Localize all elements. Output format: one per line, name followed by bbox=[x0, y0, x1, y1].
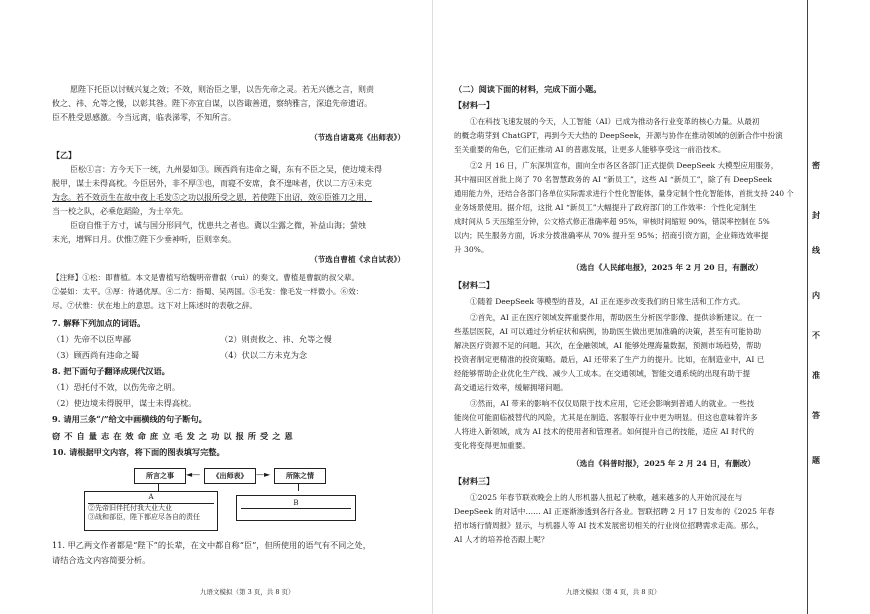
material-2-line: 能岗位可能面临被替代的风险，尤其是在制造、客服等行业中更为明显。但这也意味着许多 bbox=[454, 413, 758, 422]
annotation-line: 尽。⑦伏惟：伏在地上的意思。这下对上陈述时的表敬之辞。 bbox=[52, 301, 258, 310]
seal-char: 密 bbox=[812, 160, 820, 170]
passage-jia-line: 愿陛下托臣以讨贼兴复之效；不效，则治臣之罪，以告先帝之灵。若无兴德之言，则责 bbox=[70, 85, 374, 94]
question-7-item: （3）顾西尚有违命之蜀 bbox=[52, 350, 140, 360]
diagram-row: ②先帝旧伴托付我大业大业 bbox=[88, 504, 172, 512]
material-3-label: 【材料三】 bbox=[454, 476, 494, 486]
material-1-label: 【材料一】 bbox=[454, 100, 494, 110]
material-2-line: 变化将变得更加重要。 bbox=[454, 441, 530, 450]
passage-jia-source: （节选自诸葛亮《出师表》） bbox=[310, 133, 405, 142]
part-two-heading: （二）阅读下面的材料，完成下面小题。 bbox=[454, 84, 602, 94]
page-footer-left: 九语文模拟（第 3 页，共 8 页） bbox=[200, 588, 295, 596]
material-1-line: 通用能力外，还结合各部门各单位实际需求进行个性化智能体，量身定制个性化智能体，首批支持 240 个 bbox=[454, 189, 794, 198]
material-1-line: 的概念萌芽到 ChatGPT，再到今天大热的 DeepSeek，开源与协作在推动领域的创新合作中扮演 bbox=[454, 131, 783, 140]
material-2-line: 人将进入新领域，成为 AI 技术的使用者和管理者。如何提升自己的技能，适应 AI 时代的 bbox=[454, 427, 754, 436]
material-1-line: 业务场景使用。据介绍，这批 AI “新员工”大幅提升了政府部门的工作效率：个性化定制生 bbox=[454, 203, 757, 212]
diagram-left-title: 所言之事 bbox=[134, 468, 186, 484]
material-1-line: 升 30%。 bbox=[454, 245, 489, 254]
seal-char: 题 bbox=[812, 455, 820, 465]
material-1-source: （选自《人民邮电报》，2025 年 2 月 20 日，有删改） bbox=[572, 263, 763, 272]
passage-yi-line: 脱甲，谋士未得高枕。今臣居外，非不厚③也，而寝不安席，食不遑味者，伏以二方④未克 bbox=[52, 179, 372, 188]
material-2-line: ③然而，AI 带来的影响不仅仅局限于技术应用，它还会影响到普通人的就业。一些技 bbox=[470, 399, 755, 408]
seal-char: 准 bbox=[812, 370, 820, 380]
diagram-row: ③战和部臣，陛下都应尽各自的责任 bbox=[88, 513, 200, 521]
material-2-line: 高交通运行效率，缓解拥堵问题。 bbox=[454, 383, 568, 392]
question-11-line: 请结合选文内容简要分析。 bbox=[52, 555, 151, 565]
material-1-line: 以内；民生服务方面，诉求分拨准确率从 70% 提升至 95%；招商引资方面，企业筛选效率提 bbox=[454, 231, 769, 240]
diagram-left-box bbox=[84, 491, 218, 531]
arrow-left-icon: ◄— bbox=[186, 470, 201, 479]
passage-jia-line: 臣不胜受恩感激。今当远离，临表涕零，不知所言。 bbox=[52, 113, 236, 122]
question-7-item: （2）则责攸之、祎、允等之慢 bbox=[220, 334, 332, 344]
question-8-item: （2）使边境未得脱甲，谋士未得高枕。 bbox=[52, 398, 197, 408]
diagram-middle-title: 《出师表》 bbox=[204, 468, 256, 484]
material-1-line: 至关重要的角色，它们正推动 AI 的普惠发展，让更多人能够享受这一前沿技术。 bbox=[454, 145, 726, 154]
question-11-line: 11. 甲乙两文作者都是“陛下”的长辈，在文中都自称“臣”，但所使用的语气有不同之处， bbox=[52, 540, 371, 550]
material-1-line: ①在科技飞速发展的今天，人工智能（AI）已成为推动各行业变革的核心力量。从最初 bbox=[470, 117, 760, 126]
material-1-line: 其中福田区首批上岗了 70 名智慧政务的 AI “新员工”，这些 AI “新员工”，除了有 DeepSeek bbox=[454, 175, 772, 184]
question-8: 8. 把下面句子翻译成现代汉语。 bbox=[52, 366, 170, 376]
annotation-line: 【注释】①松：即曹植。本文是曹植写给魏明帝曹叡（ruì）的奏文。曹植是曹叡的叔父辈。 bbox=[52, 273, 360, 282]
passage-yi-source: （节选自曹植《求自试表》） bbox=[310, 255, 405, 264]
material-2-label: 【材料二】 bbox=[454, 280, 494, 290]
question-7-item: （1）先帝不以臣卑鄙 bbox=[52, 334, 131, 344]
material-3-line: DeepSeek 的对话中…… AI 正逐渐渗透到各行各业。智联招聘 2 月 17 日发布的《2025 年春 bbox=[454, 507, 775, 516]
page-footer-right: 九语文模拟（第 4 页，共 8 页） bbox=[566, 588, 661, 596]
blank-B: B bbox=[241, 498, 351, 509]
arrow-right-icon: —► bbox=[256, 470, 271, 479]
diagram-right-box bbox=[236, 495, 356, 521]
diagram-right-title: 所陈之情 bbox=[274, 468, 326, 484]
seal-char: 不 bbox=[812, 330, 820, 340]
question-10: 10. 请根据甲文内容，将下面的图表填写完整。 bbox=[52, 447, 225, 457]
passage-yi-line: 臣松①言：方今天下一统，九州晏如③。顾西尚有违命之蜀，东有不臣之吴，使边境未得 bbox=[70, 165, 382, 174]
passage-jia-line: 攸之、祎、允等之慢，以彰其咎。陛下亦宜自谋，以咨诹善道，察纳雅言，深追先帝遗诏。 bbox=[52, 99, 372, 108]
material-1-line: ②2 月 16 日，广东深圳宣布，面向全市各区各部门正式提供 DeepSeek 大模型应用服务， bbox=[470, 161, 779, 170]
material-2-line: 解决医疗资源不足的问题。其次，在金融领域，AI 能够处理海量数据，预测市场趋势，帮助 bbox=[454, 341, 762, 350]
question-9: 9. 请用三条“/”给文中画横线的句子断句。 bbox=[52, 414, 207, 424]
seal-char: 答 bbox=[812, 410, 820, 420]
material-2-line: 经能够帮助企业优化生产线、减少人工成本。在交通领域，智能交通系统的出现有助于提 bbox=[454, 369, 751, 378]
question-7: 7. 解释下列加点的词语。 bbox=[52, 318, 146, 328]
seal-char: 封 bbox=[812, 210, 820, 220]
question-8-item: （1）恐托付不效，以伤先帝之明。 bbox=[52, 382, 181, 392]
material-2-line: ①随着 DeepSeek 等模型的普及，AI 正在逐步改变我们的日常生活和工作方式。 bbox=[470, 297, 745, 306]
material-3-line: 招市场行情周报》显示，与机器人等 AI 技术发展密切相关的行业岗位招聘需求走高。那么， bbox=[454, 521, 764, 530]
blank-A: A bbox=[88, 493, 214, 504]
material-3-line: AI 人才的培养抢否跟上呢？ bbox=[454, 535, 549, 544]
passage-yi-line: 臣窃自惟于方寸，诚与国分形同气，忧患共之者也。冀以尘露之微，补益山海；萤烛 bbox=[70, 221, 366, 230]
question-7-item: （4）伏以二方未克为念 bbox=[220, 350, 308, 360]
material-3-line: ①2025 年春节联欢晚会上的人形机器人扭起了秧歌，越来越多的人开始沉浸在与 bbox=[470, 493, 743, 502]
material-2-source: （选自《科普时报》，2025 年 2 月 24 日，有删改） bbox=[572, 459, 756, 468]
annotation-line: ②晏如：太平。③厚：待遇优厚。④二方：指蜀、吴两国。⑤毛发：像毛发一样微小。⑥效： bbox=[52, 287, 364, 296]
passage-yi-line: 末光，增辉日月。伏惟⑦陛下少垂神听，臣则幸矣。 bbox=[52, 235, 236, 244]
material-2-line: 些基层医院，AI 可以通过分析症状和病例，协助医生做出更加准确的决策，甚至有可能协助 bbox=[454, 327, 762, 336]
material-2-line: ②首先，AI 正在医疗领域发挥重要作用，帮助医生分析医学影像、提供诊断建议。在一 bbox=[470, 313, 762, 322]
seal-char: 内 bbox=[812, 290, 820, 300]
question-9-sentence: 窃 不 自 量 志 在 效 命 庶 立 毛 发 之 功 以 报 所 受 之 恩 bbox=[52, 431, 294, 441]
seal-line bbox=[807, 0, 808, 614]
passage-yi-label: 【乙】 bbox=[52, 150, 76, 160]
material-1-line: 成时间从 5 天压缩至分钟，公文格式修正准确率超 95%，审核时间缩短 90%，错误率控制在 5% bbox=[454, 217, 770, 226]
passage-yi-line: 当一校之队，必乘危蹈险，为士卒先。 bbox=[52, 207, 188, 216]
seal-char: 线 bbox=[812, 245, 820, 255]
passage-yi-underlined-line: 为念。若不效贡生在故中夜上毛发⑤之功以报所受之恩，若使陛下出诏，效⑥臣锥刀之用， bbox=[52, 193, 372, 202]
material-2-line: 投资者制定更精准的投资策略。最后，AI 还带来了生产力的提升。比如，在制造业中，AI 已 bbox=[454, 355, 765, 364]
